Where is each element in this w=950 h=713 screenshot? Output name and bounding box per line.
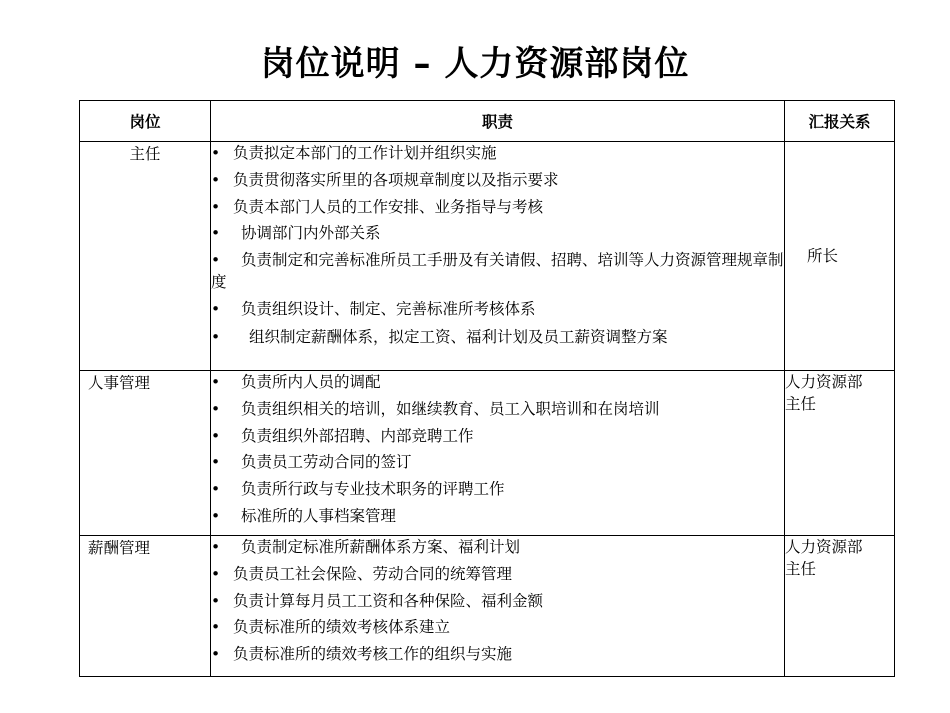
duty-list <box>211 142 784 348</box>
bullet-icon: • <box>211 251 221 270</box>
list-item: • 负责标准所的绩效考核体系建立 <box>211 618 451 637</box>
role-description-table <box>79 100 895 677</box>
duties-cell <box>211 536 785 677</box>
list-item: • 负责所内人员的调配 <box>211 373 381 391</box>
list-item: • 协调部门内外部关系 <box>211 224 381 243</box>
bullet-icon: • <box>211 224 221 243</box>
list-item: • 负责所行政与专业技术职务的评聘工作 <box>211 480 505 499</box>
bullet-icon: • <box>211 299 221 318</box>
bullet-icon: • <box>211 426 221 445</box>
bullet-icon: • <box>211 480 221 499</box>
bullet-icon: • <box>211 618 221 637</box>
position-cell: 薪酬管理 <box>80 536 211 677</box>
bullet-icon: • <box>211 144 221 162</box>
bullet-icon: • <box>211 506 221 525</box>
duty-list <box>211 371 784 527</box>
position-cell: 主任 <box>80 142 211 371</box>
list-item: • 负责标准所的绩效考核工作的组织与实施 <box>211 645 513 664</box>
list-item: • 负责制定和完善标准所员工手册及有关请假、招聘、培训等人力资源管理规章制度 <box>211 251 784 292</box>
table-header-row <box>80 101 895 142</box>
header-duties: 职责 <box>211 101 785 142</box>
table-row-salary <box>80 536 895 677</box>
list-item: • 负责组织相关的培训，如继续教育、员工入职培训和在岗培训 <box>211 399 660 418</box>
table-row-personnel <box>80 371 895 536</box>
header-position: 岗位 <box>80 101 211 142</box>
list-item: • 负责组织外部招聘、内部竞聘工作 <box>211 426 474 445</box>
reports-to-cell: 人力资源部主任 <box>785 536 895 677</box>
duties-cell <box>211 371 785 536</box>
table-row-director <box>80 142 895 371</box>
bullet-icon: • <box>211 453 221 472</box>
reports-to-cell: 人力资源部主任 <box>785 371 895 536</box>
list-item: • 负责贯彻落实所里的各项规章制度以及指示要求 <box>211 170 559 189</box>
list-item: • 负责拟定本部门的工作计划并组织实施 <box>211 144 497 162</box>
duty-list <box>211 536 784 665</box>
list-item: • 负责本部门人员的工作安排、业务指导与考核 <box>211 197 544 216</box>
bullet-icon: • <box>211 197 221 216</box>
list-item: • 负责计算每月员工工资和各种保险、福利金额 <box>211 591 544 610</box>
header-reports-to: 汇报关系 <box>785 101 895 142</box>
list-item: • 负责员工劳动合同的签订 <box>211 453 412 472</box>
bullet-icon: • <box>211 399 221 418</box>
list-item: • 负责组织设计、制定、完善标准所考核体系 <box>211 299 536 318</box>
duties-cell <box>211 142 785 371</box>
bullet-icon: • <box>211 538 221 556</box>
bullet-icon: • <box>211 327 221 346</box>
position-cell: 人事管理 <box>80 371 211 536</box>
bullet-icon: • <box>211 170 221 189</box>
list-item: • 负责制定标准所薪酬体系方案、福利计划 <box>211 538 521 556</box>
list-item: • 组织制定薪酬体系，拟定工资、福利计划及员工薪资调整方案 <box>211 327 668 346</box>
bullet-icon: • <box>211 645 221 664</box>
list-item: • 负责员工社会保险、劳动合同的统筹管理 <box>211 564 513 583</box>
bullet-icon: • <box>211 591 221 610</box>
page-title: 岗位说明 – 人力资源部岗位 <box>260 44 690 84</box>
list-item: • 标准所的人事档案管理 <box>211 506 397 525</box>
bullet-icon: • <box>211 564 221 583</box>
bullet-icon: • <box>211 373 221 391</box>
reports-to-cell: 所长 <box>785 142 895 371</box>
